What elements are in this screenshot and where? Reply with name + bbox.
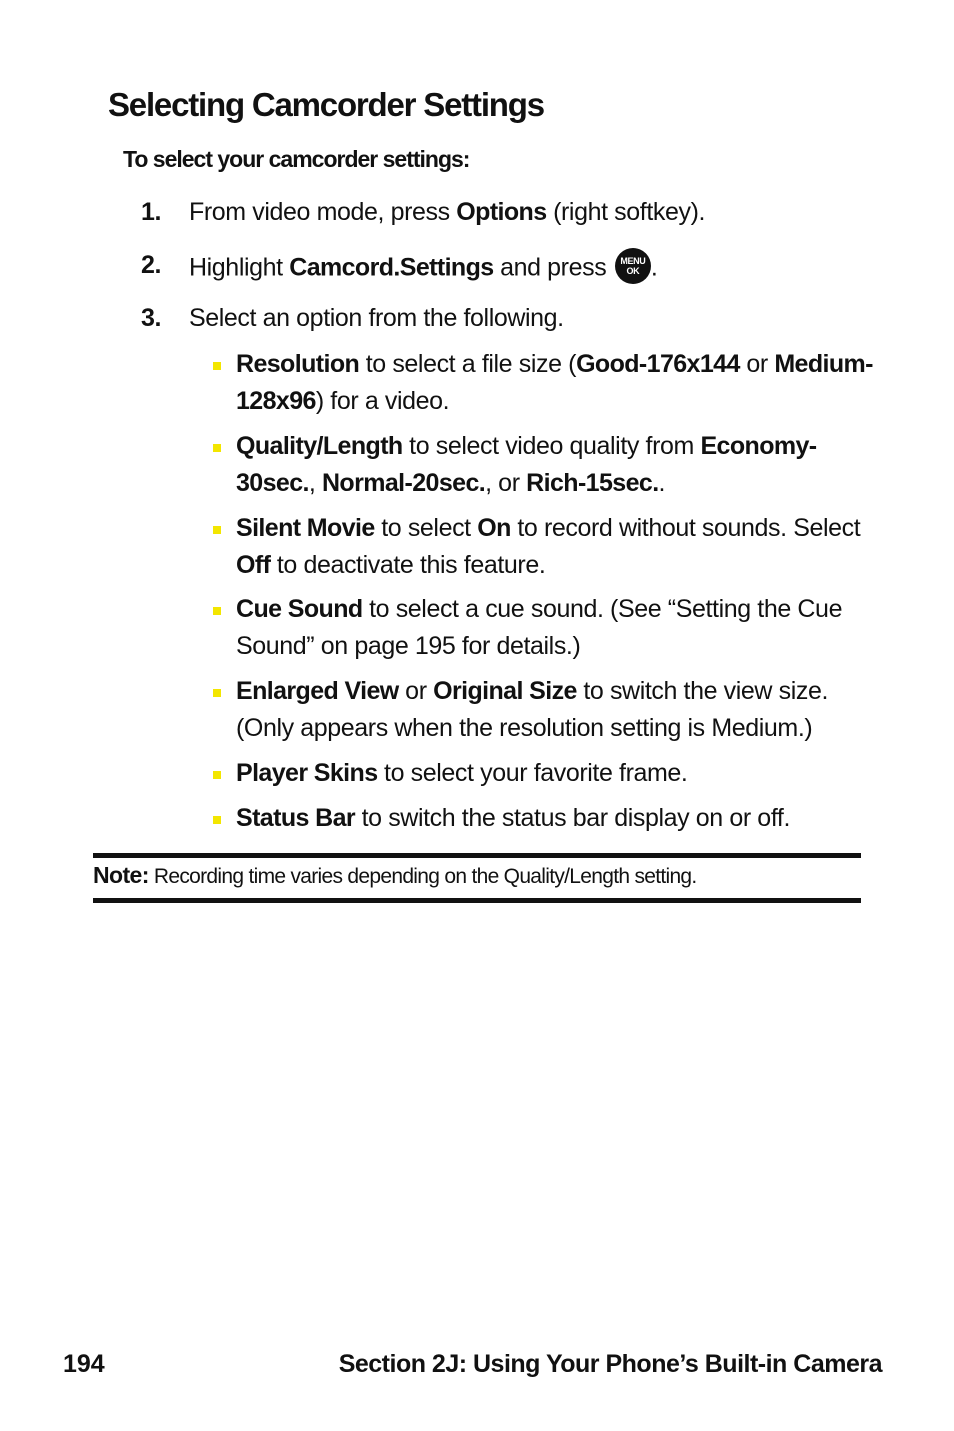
page-title: Selecting Camcorder Settings xyxy=(108,86,544,123)
step-text: From video mode, press Options (right softkey). xyxy=(189,198,706,226)
option-quality-length: Quality/Length to select video quality from Economy-30sec., Normal-20sec., or Rich-15sec.. xyxy=(236,432,817,497)
menu-ok-key-icon: MENU OK xyxy=(615,248,651,284)
bullet-icon xyxy=(213,526,221,534)
step-number: 3. xyxy=(141,304,162,332)
step-number: 2. xyxy=(141,251,162,279)
note-text: Note: Recording time varies depending on the Quality/Length setting. xyxy=(93,862,697,888)
note-box xyxy=(93,853,861,903)
bullet-icon xyxy=(213,771,221,779)
page-number: 194 xyxy=(63,1350,105,1378)
note-label: Note: xyxy=(93,862,149,888)
option-cue-sound: Cue Sound to select a cue sound. (See “Setting the Cue Sound” on page 195 for details.) xyxy=(236,595,843,660)
procedure-intro: To select your camcorder settings: xyxy=(123,146,470,172)
bullet-icon xyxy=(213,689,221,697)
step-number: 1. xyxy=(141,198,162,226)
bullet-icon xyxy=(213,816,221,824)
bullet-icon xyxy=(213,362,221,370)
option-status-bar: Status Bar to switch the status bar display on or off. xyxy=(236,804,790,832)
option-silent-movie: Silent Movie to select On to record without sounds. Select Off to deactivate this feature. xyxy=(236,514,861,579)
step-text: Select an option from the following. xyxy=(189,304,564,332)
bullet-icon xyxy=(213,607,221,615)
option-player-skins: Player Skins to select your favorite frame. xyxy=(236,759,688,787)
option-resolution: Resolution to select a file size (Good-176x144 or Medium-128x96) for a video. xyxy=(236,350,873,415)
step-text: Highlight Camcord.Settings and press MENU OK . xyxy=(189,251,657,287)
section-title: Section 2J: Using Your Phone’s Built-in Camera xyxy=(338,1350,882,1378)
bullet-icon xyxy=(213,444,221,452)
option-view-size: Enlarged View or Original Size to switch the view size. (Only appears when the resolution setting is Medium.) xyxy=(236,677,829,742)
